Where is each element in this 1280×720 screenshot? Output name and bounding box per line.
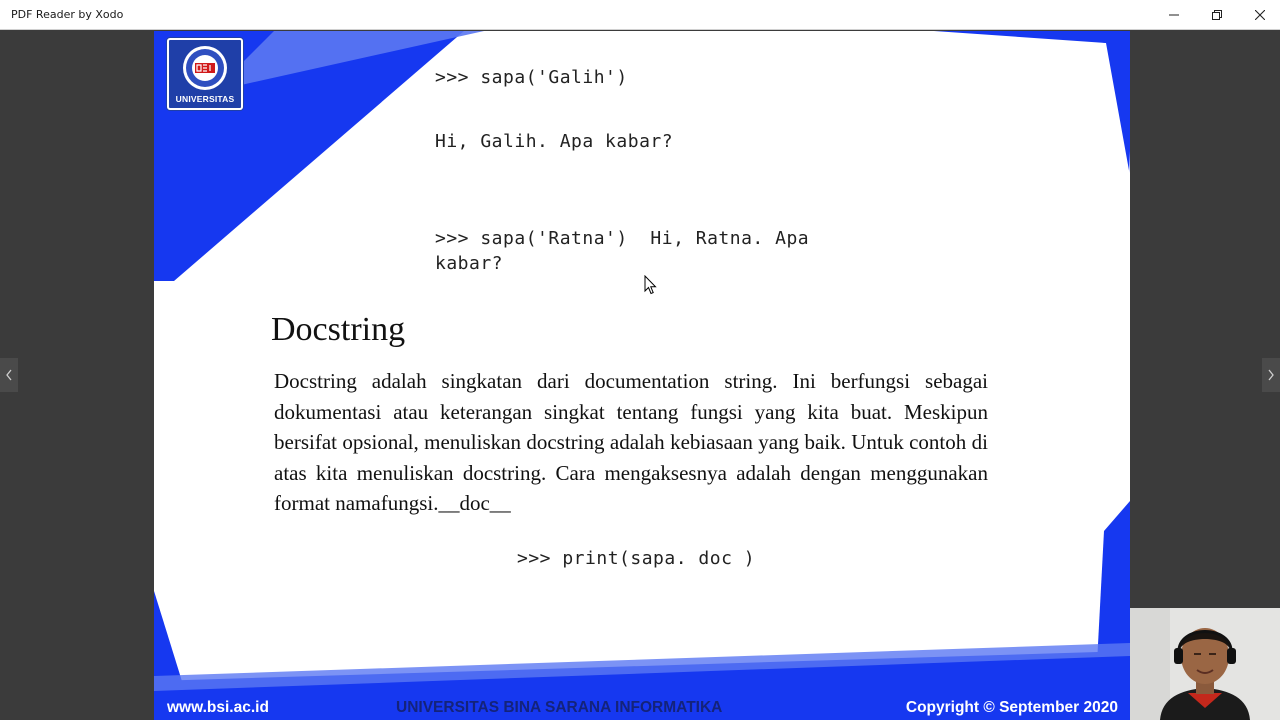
close-button[interactable] <box>1238 0 1280 30</box>
code-output-line: kabar? <box>435 253 504 274</box>
footer-copyright: Copyright © September 2020 <box>905 699 1118 716</box>
code-output-line: Hi, Galih. Apa kabar? <box>435 131 674 152</box>
pdf-slide-page <box>154 31 1130 720</box>
previous-page-button[interactable] <box>0 358 18 392</box>
minimize-button[interactable] <box>1152 0 1196 30</box>
mouse-cursor-icon <box>644 275 658 295</box>
footer-university: UNIVERSITAS BINA SARANA INFORMATIKA <box>396 699 723 716</box>
section-heading: Docstring <box>271 311 406 348</box>
maximize-button[interactable] <box>1195 0 1239 30</box>
app-title: PDF Reader by Xodo <box>11 8 124 21</box>
chevron-left-icon <box>5 369 13 381</box>
logo-label: UNIVERSITAS <box>175 94 235 104</box>
presenter-webcam-image <box>1130 608 1280 720</box>
close-icon <box>1255 10 1265 20</box>
minimize-icon <box>1169 10 1179 20</box>
chevron-right-icon <box>1267 369 1275 381</box>
maximize-icon <box>1212 10 1222 20</box>
body-paragraph: Docstring adalah singkatan dari documentation string. Ini berfungsi sebagai dokumentasi atau keterangan singkat tentang fungsi yang kita buat. Meskipun bersifat opsional, menuliskan docstring adalah kebiasaan yang baik. Untuk contoh di atas kita menuliskan docstring. Cara mengaksesnya adalah dengan menggunakan format namafungsi.__doc__ <box>274 369 988 515</box>
footer-website: www.bsi.ac.id <box>167 699 269 716</box>
university-logo <box>167 38 243 110</box>
window-titlebar <box>0 0 1280 30</box>
next-page-button[interactable] <box>1262 358 1280 392</box>
webcam-overlay <box>1130 608 1280 720</box>
bsi-emblem-icon <box>182 45 228 91</box>
code-line: >>> sapa('Ratna') Hi, Ratna. Apa <box>435 228 810 249</box>
code-line: >>> print(sapa. doc ) <box>517 548 756 569</box>
code-line: >>> sapa('Galih') <box>435 67 628 88</box>
